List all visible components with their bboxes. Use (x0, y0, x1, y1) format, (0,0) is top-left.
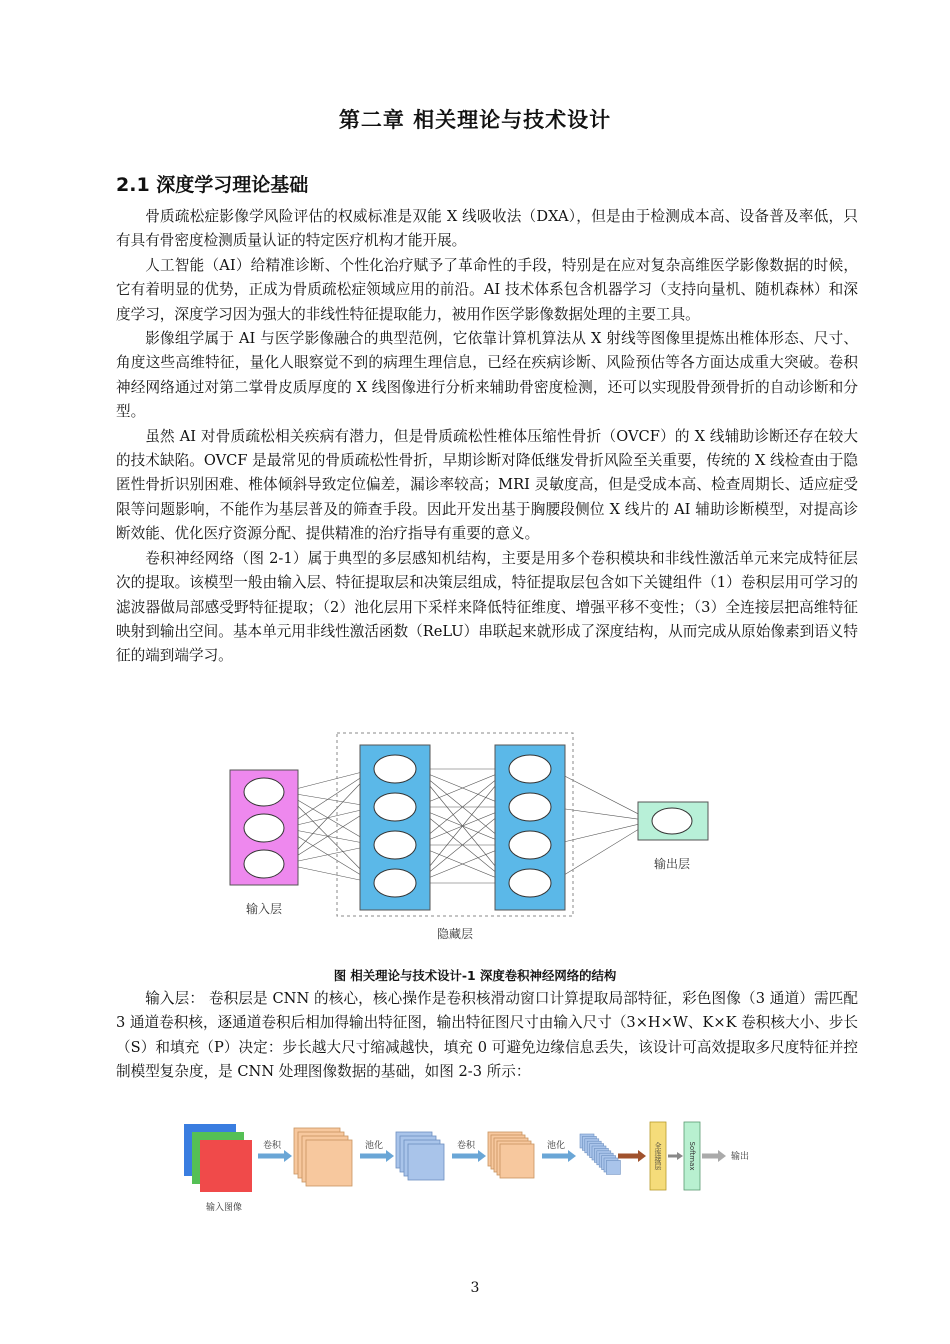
arrow-head (568, 1150, 576, 1162)
paragraph-6: 输入层： 卷积层是 CNN 的核心，核心操作是卷积核滑动窗口计算提取局部特征，彩色图像（3 通道）需匹配 3 通道卷积核，逐通道卷积后相加得输出特征图，输出特征图尺寸由输入尺寸（3×H×W、K×K 卷积核大小、步长（S）和填充（P）决定：步长越大尺寸缩减越快，填充 0 可避免边缘信息丢失，该设计可高效提取多尺度特征并控制模型复杂度，是 CNN 处理图像数据的基础，如图 2-3 所示： (116, 990, 858, 1081)
hidden-node (374, 831, 416, 859)
chapter-title: 第二章 相关理论与技术设计 (338, 108, 612, 132)
paragraph-2: 人工智能（AI）给精准诊断、个性化治疗赋予了革命性的手段，特别是在应对复杂高维医学影像数据的时候，它有着明显的优势，正成为骨质疏松症领域应用的前沿。AI 技术体系包含机器学习（支持向量机、随机森林）和深度学习，深度学习因为强大的非线性特征提取能力，被用作医学影像数据处理的主要工具。 (116, 256, 858, 323)
feature-maps-3 (488, 1132, 534, 1178)
paragraph-5: 卷积神经网络（图 2-1）属于典型的多层感知机结构，主要是用多个卷积模块和非线性激活单元来完成特征层次的提取。该模型一般由输入层、特征提取层和决策层组成，特征提取层包含如下关键组件（1）卷积层用可学习的滤波器做局部感受野特征提取；（2）池化层用下采样来降低特征维度、增强平移不变性；（3）全连接层把高维特征映射到输出空间。基本单元用非线性激活函数（ReLU）串联起来就形成了深度结构，从而完成从原始像素到语义特征的端到端学习。 (116, 549, 858, 665)
conv-label-2: 卷积 (456, 1141, 476, 1151)
pool-label-1: 池化 (364, 1141, 384, 1151)
paragraph-3: 影像组学属于 AI 与医学影像融合的典型范例，它依靠计算机算法从 X 射线等图像里提炼出椎体形态、尺寸、角度这些高维特征，量化人眼察觉不到的病理生理信息，已经在疾病诊断、风险预估等各方面达成重大突破。卷积神经网络通过对第二掌骨皮质厚度的 X 线图像进行分析来辅助骨密度检测，还可以实现股骨颈骨折的自动诊断和分型。 (116, 330, 858, 421)
body-text (116, 205, 858, 669)
hidden-layer-label: 隐藏层 (436, 927, 474, 941)
fully-connected-label: 全连接层 (654, 1142, 662, 1170)
hidden-node (509, 793, 551, 821)
arrow-head (638, 1150, 646, 1162)
connection-lines (284, 769, 652, 883)
section-title: 2.1 深度学习理论基础 (116, 174, 309, 196)
connection-line (551, 821, 652, 845)
pool-label-2: 池化 (546, 1141, 566, 1151)
softmax-label: Softmax (688, 1141, 696, 1171)
connection-line (551, 807, 652, 821)
body-text-continued (116, 987, 858, 1085)
feature-maps-2 (396, 1132, 444, 1180)
hidden-node (509, 755, 551, 783)
input-node (244, 778, 284, 806)
arrow-head (478, 1150, 486, 1162)
arrow-head (677, 1152, 683, 1160)
paragraph-4: 虽然 AI 对骨质疏松相关疾病有潜力，但是骨质疏松性椎体压缩性骨折（OVCF）的 X 线辅助诊断还存在较大的技术缺陷。OVCF 是最常见的骨质疏松性骨折，早期诊断对降低继发骨折风险至关重要，传统的 X 线检查由于隐匿性骨折识别困难、椎体倾斜导致定位偏差，漏诊率较高；MRI 灵敏度高，但是受成本高、检查周期长、适应症受限等问题影响，不能作为基层普及的筛查手段。因此开发出基于胸腰段侧位 X 线片的 AI 辅助诊断模型，对提高诊断效能、优化医疗资源分配、提供精准的治疗指导有重要的意义。 (116, 427, 858, 543)
cnn-pipeline-figure (180, 1118, 760, 1218)
output-node (652, 808, 692, 834)
neural-network-figure (200, 730, 760, 945)
feature-maps-1 (294, 1128, 352, 1186)
input-node (244, 850, 284, 878)
connection-line (551, 769, 652, 821)
output-label: 输出 (730, 1152, 750, 1162)
figure-1-caption: 图 相关理论与技术设计-1 深度卷积神经网络的结构 (333, 968, 617, 983)
hidden-node (509, 869, 551, 897)
hidden-node (509, 831, 551, 859)
hidden-node (374, 793, 416, 821)
arrow-head (718, 1150, 726, 1162)
connection-line (551, 821, 652, 883)
input-layer-label: 输入层 (245, 902, 283, 916)
feature-map-slice (606, 1160, 620, 1174)
input-node (244, 814, 284, 842)
feature-maps-4 (580, 1134, 620, 1174)
paragraph-1: 骨质疏松症影像学风险评估的权威标准是双能 X 线吸收法（DXA），但是由于检测成本高、设备普及率低，只有具有骨密度检测质量认证的特定医疗机构才能开展。 (116, 208, 858, 250)
hidden-node (374, 755, 416, 783)
input-image-red (200, 1140, 252, 1192)
output-layer-label: 输出层 (653, 857, 691, 871)
arrow-head (284, 1150, 292, 1162)
input-image-label: 输入图像 (205, 1203, 243, 1213)
arrow-head (386, 1150, 394, 1162)
page-number: 3 (470, 1280, 480, 1296)
conv-label-1: 卷积 (262, 1141, 282, 1151)
hidden-node (374, 869, 416, 897)
